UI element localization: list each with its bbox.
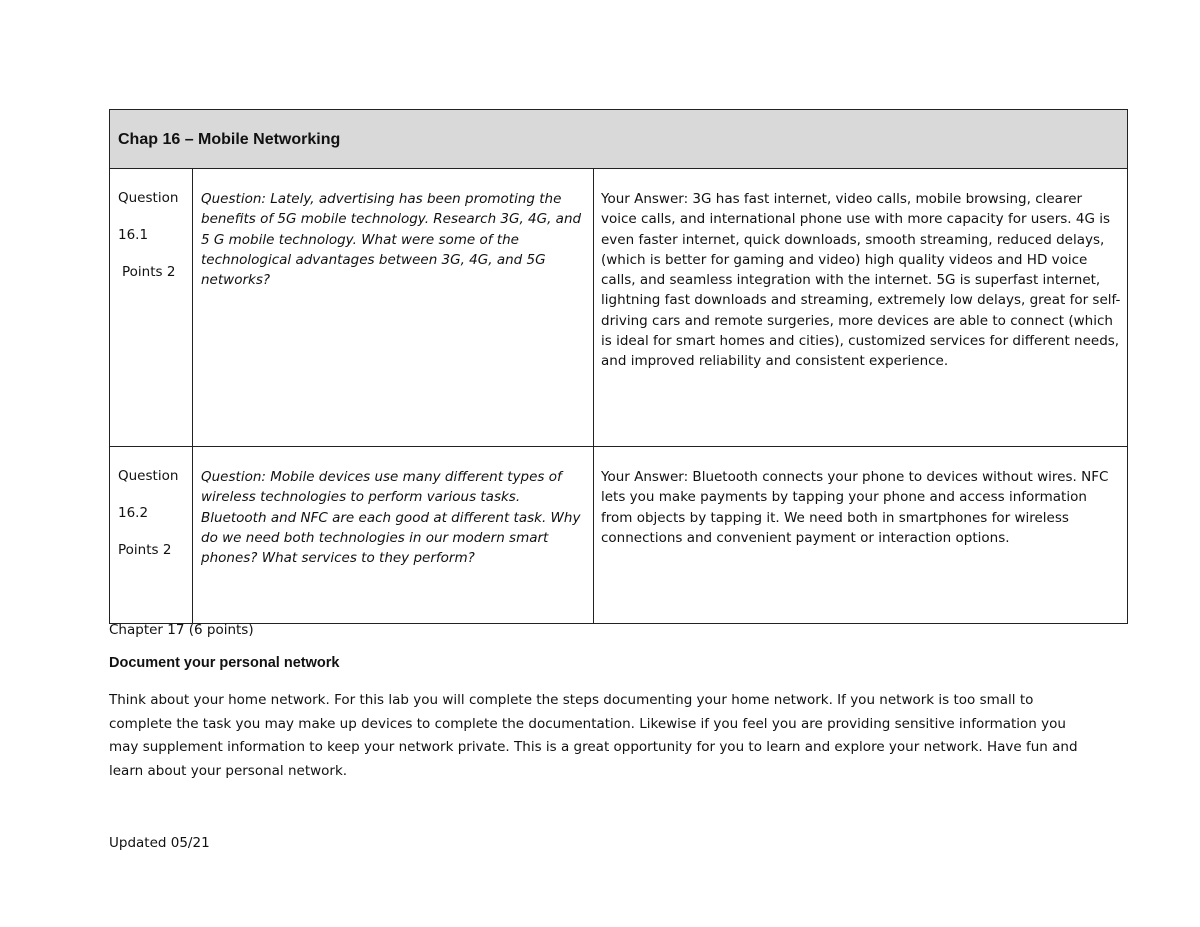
section-title: Document your personal network	[109, 655, 340, 671]
table-row	[110, 169, 1128, 447]
instructions-paragraph: Think about your home network. For this lab you will complete the steps documenting your home network. If you network is too small to complete the task you may make up devices to complete the documentation. Likewise if you feel you are providing sensitive information you may supplement information to keep your network private. This is a great opportunity for you to learn and explore your network. Have fun and learn about your personal network.	[109, 692, 1078, 779]
table-header	[110, 110, 1128, 169]
question-text: Question: Lately, advertising has been promoting the benefits of 5G mobile technology. Research 3G, 4G, and 5 G mobile technology. What were some of the technological advantages between 3G, 4G, and 5G networks?	[193, 169, 594, 447]
question-label: Question	[118, 468, 179, 484]
question-number: 16.1	[118, 227, 149, 243]
questions-table	[109, 109, 1128, 624]
question-number-cell	[110, 447, 193, 624]
updated-date: Updated 05/21	[109, 835, 210, 851]
chapter-title: Chap 16 – Mobile Networking	[118, 130, 341, 148]
question-number-cell	[110, 169, 193, 447]
answer-text: Your Answer: 3G has fast internet, video calls, mobile browsing, clearer voice calls, and international phone use with more capacity for users. 4G is even faster internet, quick downloads, smooth streaming, reduced delays, (which is better for gaming and video) high quality videos and HD voice calls, and seamless integration with the internet. 5G is superfast internet, lightning fast downloads and streaming, extremely low delays, great for self-driving cars and remote surgeries, more devices are able to connect (which is ideal for smart homes and cities), customized services for different needs, and improved reliability and consistent experience.	[594, 169, 1128, 447]
question-label: Question	[118, 190, 179, 206]
question-text: Question: Mobile devices use many different types of wireless technologies to perform various tasks. Bluetooth and NFC are each good at different task. Why do we need both technologies in our modern smart phones? What services to they perform?	[193, 447, 594, 624]
answer-text: Your Answer: Bluetooth connects your phone to devices without wires. NFC lets you make payments by tapping your phone and access information from objects by tapping it. We need both in smartphones for wireless connections and convenient payment or interaction options.	[594, 447, 1128, 624]
points-label: Points 2	[118, 542, 172, 558]
points-label: Points 2	[122, 264, 176, 280]
question-number: 16.2	[118, 505, 149, 521]
chapter17-heading: Chapter 17 (6 points)	[109, 622, 254, 638]
table-row	[110, 447, 1128, 624]
